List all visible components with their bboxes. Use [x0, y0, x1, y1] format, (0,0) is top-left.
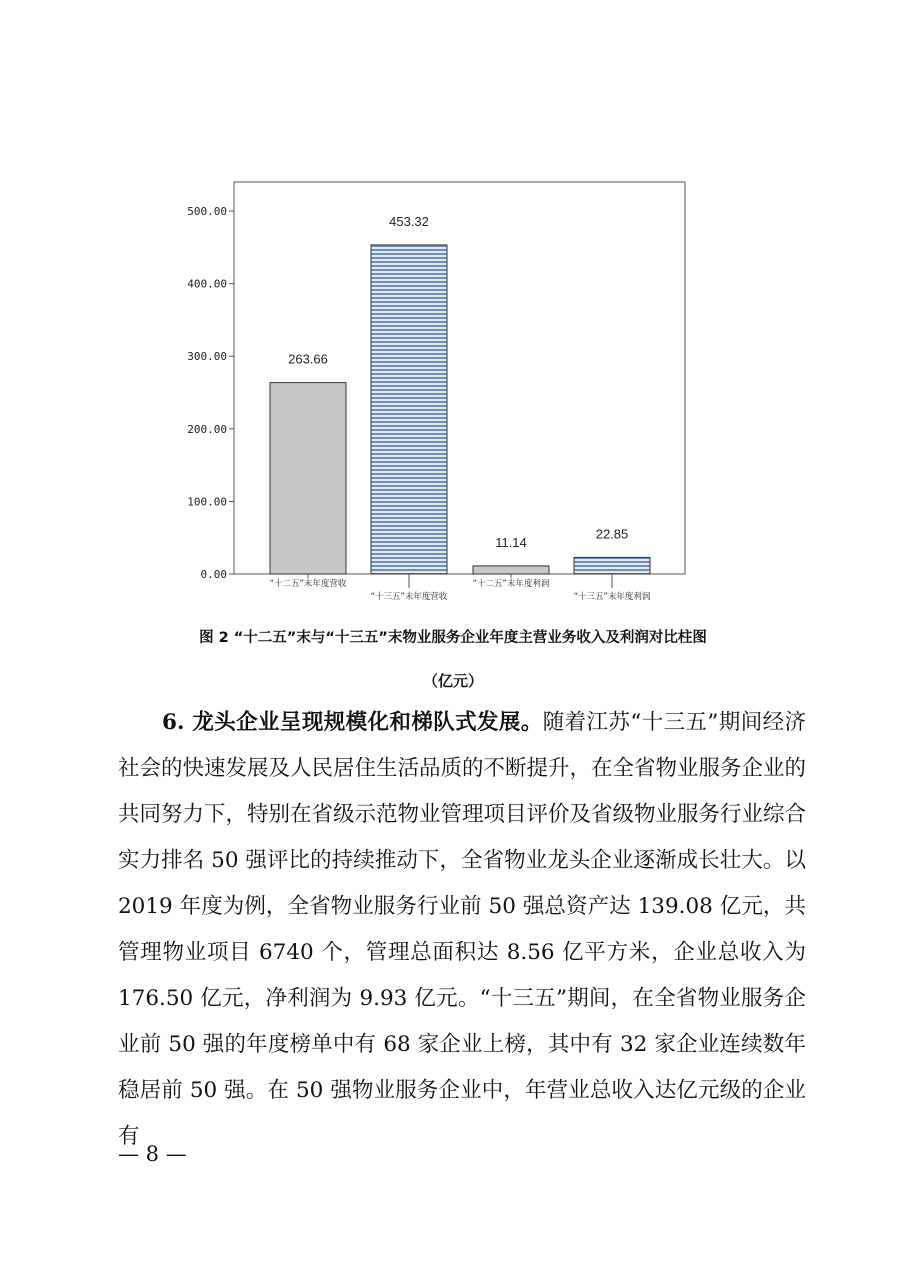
- bar-value-label: 263.66: [288, 351, 328, 367]
- bar-value-label: 11.14: [495, 534, 527, 550]
- category-label: “十三五”末年度利润: [573, 592, 651, 602]
- paragraph-text: 随着江苏“十三五”期间经济社会的快速发展及人民居住生活品质的不断提升，在全省物业服务企业的共同努力下，特别在省级示范物业管理项目评价及省级物业服务行业综合实力排名 50 强评比的持续推动下，全省物业龙头企业逐渐成长壮大。以 2019 年度为例，全省物业服务行业前 50 强总资产达 139.08 亿元，共管理物业项目 6740 个，管理总面积达 8.56 亿平方米，企业总收入为 176.50 亿元，净利润为 9.93 亿元。“十三五”期间，在全省物业服务企业前 50 强的年度榜单中有 68 家企业上榜，其中有 32 家企业连续数年稳居前 50 强。在 50 强物业服务企业中，年营业总收入达亿元级的企业有: [118, 710, 807, 1149]
- page-number: — 8 —: [118, 1142, 187, 1166]
- y-tick-label: 200.00: [187, 422, 227, 436]
- bar-chart: [170, 175, 700, 615]
- chart-svg: [170, 175, 700, 615]
- paragraph-lead: 6. 龙头企业呈现规模化和梯队式发展。: [162, 710, 543, 735]
- body-paragraph: [118, 700, 806, 1160]
- figure-unit: （亿元）: [422, 672, 483, 690]
- bar: [473, 566, 549, 574]
- bar-value-label: 22.85: [595, 526, 629, 542]
- y-tick-label: 400.00: [187, 277, 227, 291]
- y-tick-label: 0.00: [200, 568, 227, 581]
- y-tick-label: 300.00: [187, 350, 227, 364]
- bar: [270, 383, 346, 574]
- bar: [371, 245, 447, 574]
- y-tick-label: 100.00: [187, 495, 227, 509]
- category-label: “十三五”末年度营收: [370, 592, 448, 602]
- category-label: “十二五”末年度营收: [269, 579, 347, 589]
- bar: [574, 557, 650, 574]
- figure-caption: 图 2 “十二五”末与“十三五”末物业服务企业年度主营业务收入及利润对比柱图: [199, 630, 707, 646]
- y-tick-label: 500.00: [187, 205, 227, 219]
- category-label: “十二五”末年度利润: [472, 579, 550, 589]
- bar-value-label: 453.32: [389, 213, 429, 229]
